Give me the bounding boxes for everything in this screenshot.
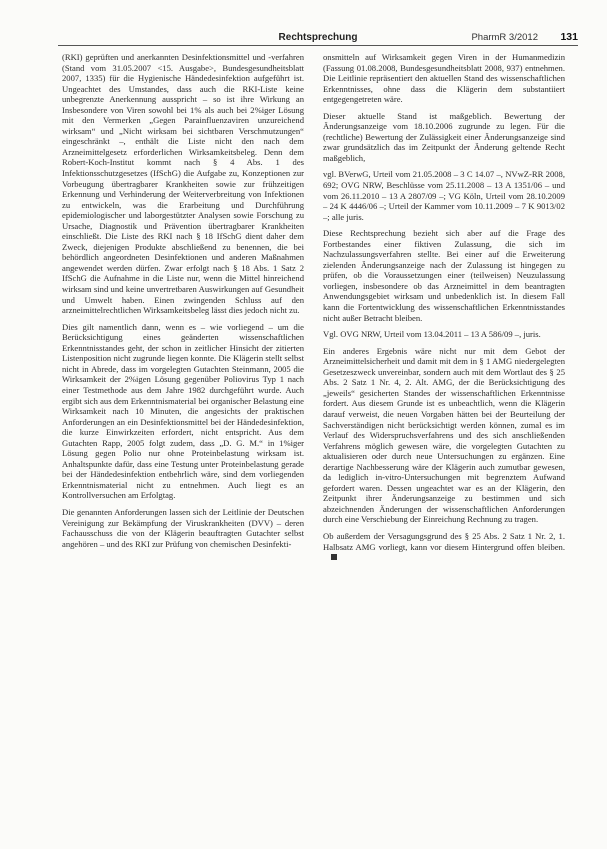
right-column	[323, 52, 565, 842]
end-of-article-icon	[331, 554, 337, 560]
section-title: Rechtsprechung	[278, 32, 358, 43]
paragraph: (RKI) geprüften und anerkannten Desinfektionsmittel und -verfahren (Stand vom 31.05.2007 <15. Ausgabe>, Bundesgesundheitsblatt 2007, 1335) für die Hygienische Händedesinfektion aufgeführt ist. Ungeachtet des Umstandes, dass auch die RKI-Liste keine unbegrenzte Anerkennung ausspricht – so ist ihre Wirkung an Insbesondere von Viren sowohl bei 1% als auch bei 2%iger Lösung mit den Vermerken „Gegen Parainfluenzaviren unzureichend wirksam“ und „Nicht wirksam bei sichtbaren Verschmutzungen“ eingeschränkt –, enthält die Liste nicht den nach dem Arzneimittelgesetz erforderlichen Wirksamkeitsbeleg. Denn dem Robert-Koch-Institut kommt nach § 4 Abs. 1 des Infektionsschutzgesetzes (IfSchG) die Aufgabe zu, Konzeptionen zur Vorbeugung übertragbarer Krankheiten sowie zur frühzeitigen Erkennung und Verhinderung der Weiterverbreitung von Infektionen zu entwickeln, was die Erarbeitung und Durchführung epidemiologischer und laborgestützter Analysen sowie Forschung zu Ursache, Diagnostik und Prävention übertragbarer Krankheiten einschließt. Die Liste des RKI nach § 18 IfSchG dient daher dem Zweck, diejenigen Produkte abschließend zu benennen, die bei behördlich angeordneten Desinfektionen und anderen Maßnahmen angewendet werden dürfen. Zwar erfolgt nach § 18 Abs. 1 Satz 2 IfSchG die Aufnahme in die Liste nur, wenn die Mittel hinreichend wirksam sind und keine unvertretbaren Auswirkungen auf Gesundheit und Umwelt haben. Einen zwingenden Schluss auf den arzneimittelrechtlichen Wirksamkeitsbeleg lässt dies jedoch nicht zu.	[62, 52, 304, 316]
citation-paragraph: Vgl. OVG NRW, Urteil vom 13.04.2011 – 13 A 586/09 –, juris.	[323, 329, 541, 340]
final-paragraph	[323, 531, 565, 563]
paragraph: onsmitteln auf Wirksamkeit gegen Viren in der Humanmedizin (Fassung 01.08.2008, Bundesgesundheitsblatt 2008, 937) entnehmen. Die Leitlinie repräsentiert den aktuellen Stand des wissenschaftlichen Erkenntnisses, ohne dass die Klägerin dem substantiiert entgegengetreten wäre.	[323, 52, 565, 105]
running-header	[58, 26, 578, 48]
journal-citation: PharmR 3/2012	[471, 32, 538, 43]
paragraph: Dies gilt namentlich dann, wenn es – wie vorliegend – um die Berücksichtigung eines geänderten wissenschaftlichen Erkenntnisstandes geht, der schon in zeitlicher Hinsicht der zitierten Listenposition nicht zugrunde liegen konnte. Die Klägerin stellt selbst nicht in Abrede, dass im vorgelegten Gutachten Steinmann, 2005 die Wirksamkeit der 2%igen Lösung gegenüber Poliovirus Typ 1 nach einer Testmethode aus dem Jahre 1982 durchgeführt wurde. Auch ergibt sich aus dem Erkenntnismaterial bei organischer Belastung eine Wirksamkeit nach 10 Minuten, die angesichts der praktischen Anforderungen an ein Desinfektionsmittel bei der Händedesinfektion, die kurze Einwirkzeiten erfordert, nicht entspricht. Aus dem Gutachten Rapp, 2005 folgt zudem, dass „D. G. M.“ in 1%iger Lösung gegen Polio nur ohne Proteinbelastung wirksam ist. Anhaltspunkte dafür, dass eine Testung unter Proteinbelastung gerade bei der Händedesinfektion entbehrlich wäre, sind dem vorliegenden Erkenntnismaterial nicht zu entnehmen. Auch liegt es an Kontrollversuchen am Erfolgtag.	[62, 321, 304, 501]
page-number: 131	[560, 31, 578, 43]
final-paragraph-text: Ob außerdem der Versagungsgrund des § 25 Abs. 2 Satz 1 Nr. 2, 1. Halbsatz AMG vorliegt, kann vor diesem Hintergrund offen bleiben.	[323, 530, 565, 552]
left-column	[62, 52, 304, 842]
paragraph: Dieser aktuelle Stand ist maßgeblich. Bewertung der Änderungsanzeige vom 18.10.2006 zugrunde zu legen. Für die (rechtliche) Bewertung der Zulässigkeit einer Änderungsanzeige sind zwar grundsätzlich das im Zeitpunkt der Änderung geltende Recht maßgeblich,	[323, 110, 565, 163]
paragraph: Die genannten Anforderungen lassen sich der Leitlinie der Deutschen Vereinigung zur Bekämpfung der Viruskrankheiten (DVV) – deren Fachausschuss die von der Klägerin beauftragten Gutachter selbst angehören – und des RKI zur Prüfung von chemischen Desinfekti-	[62, 506, 304, 549]
citation-paragraph: vgl. BVerwG, Urteil vom 21.05.2008 – 3 C 14.07 –, NVwZ-RR 2008, 692; OVG NRW, Beschlüsse vom 25.11.2008 – 13 A 1351/06 – und vom 26.11.2010 – 13 A 2807/09 –; VG Köln, Urteil vom 28.10.2009 – 24 K 4446/06 –; Urteil der Kammer vom 10.11.2009 – 7 K 9013/02 –; alle juris.	[323, 169, 565, 222]
header-rule	[58, 45, 578, 46]
paragraph: Diese Rechtsprechung bezieht sich aber auf die Frage des Fortbestandes einer fiktiven Zulassung, die sich im Nachzulassungsverfahren stellte. Bei einer auf die Erweiterung zielenden Änderungsanzeige nach der Zulassung ist hingegen zu prüfen, ob die Voraussetzungen einer (teilweisen) Neuzulassung vorliegen, insbesondere ob das Arzneimittel in dem beantragten Anwendungsgebiet wirksam und unbedenklich ist. In diesem Fall kann die Fortentwicklung des wissenschaftlichen Erkenntnisstandes nicht außer Betracht bleiben.	[323, 228, 565, 323]
paragraph: Ein anderes Ergebnis wäre nicht nur mit dem Gebot der Arzneimittelsicherheit und damit mit dem in § 1 AMG niedergelegten Gesetzeszweck unvereinbar, sondern auch mit dem Wortlaut des § 25 Abs. 2 Satz 1 Nr. 4, 2. Alt. AMG, der die Berücksichtigung des „jeweils“ gesicherten Standes der wissenschaftlichen Erkenntnisse fordert. Aus diesem Grunde ist es unbeachtlich, wenn die Klägerin darauf verweist, die neuen Vorgaben hätten bei der Beurteilung der Sachverständigen nicht berücksichtigt werden können, zumal es im Verlauf des Widerspruchsverfahrens und des sich anschließenden Verfahrens möglich gewesen wäre, die vorgelegten Gutachten zu aktualisieren oder durch neue Untersuchungen zu ergänzen. Eine derartige Nachbesserung wäre der Klägerin auch zumutbar gewesen, da lediglich in-vitro-Untersuchungen mit begrenztem Aufwand gefordert waren. Dessen ungeachtet war es an der Klägerin, den Zeitpunkt ihrer Änderungsanzeige zu bestimmen und sich abzeichnenden Änderungen der wissenschaftlichen Anforderungen durch eine Verschiebung der Einreichung Rechnung zu tragen.	[323, 345, 565, 525]
